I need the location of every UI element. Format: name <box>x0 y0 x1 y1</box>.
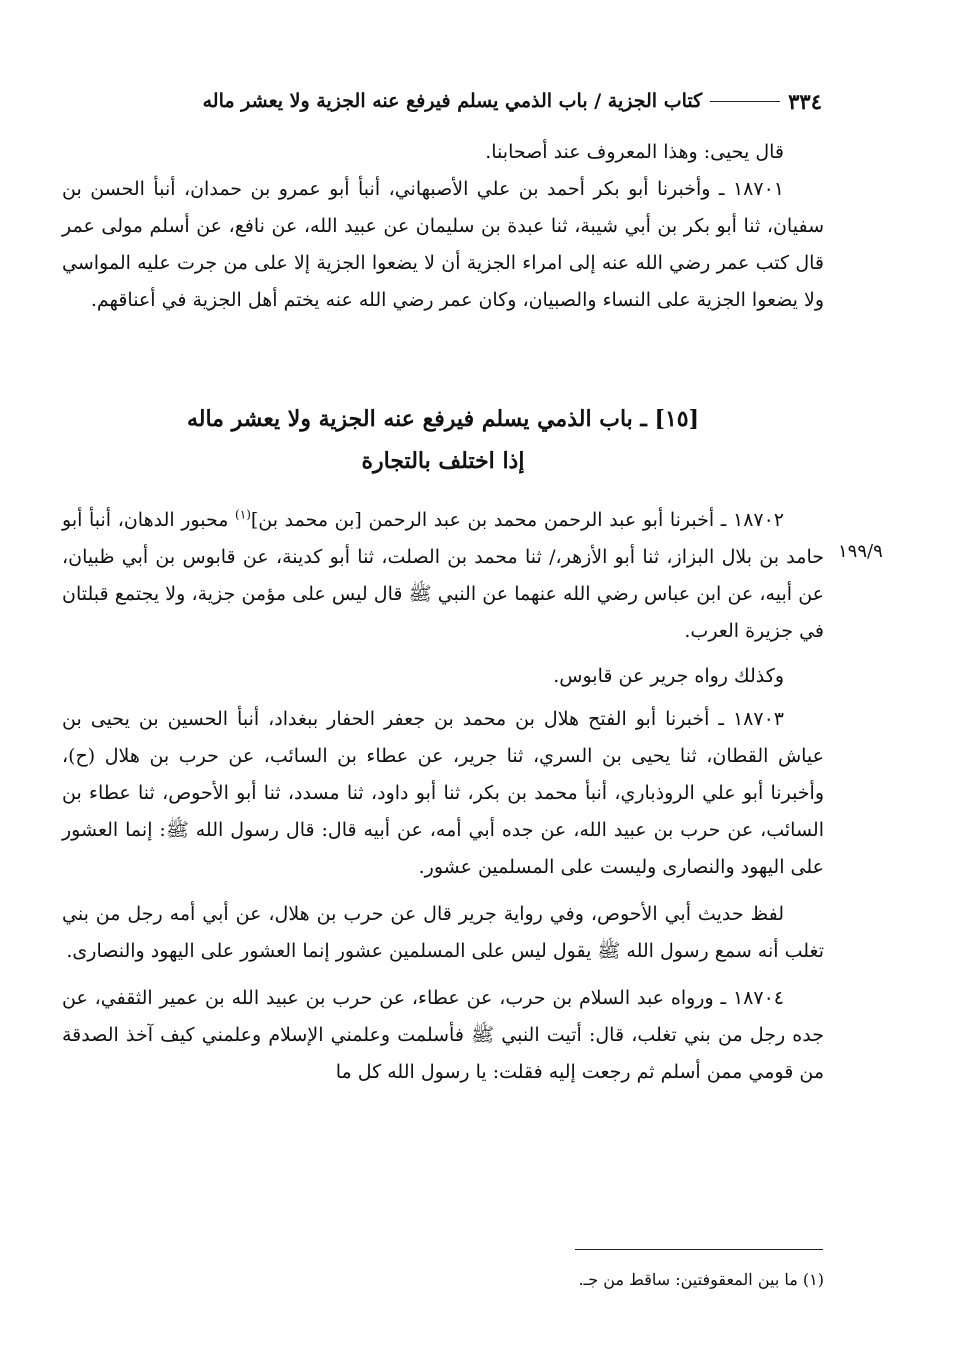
margin-reference: ١٩٩/٩ <box>838 541 883 562</box>
hadith-18702 <box>62 502 824 650</box>
header-title: كتاب الجزية / باب الذمي يسلم فيرفع عنه الجزية ولا يعشر ماله <box>202 90 703 112</box>
text-block-top <box>62 134 824 319</box>
hadith-18701: ١٨٧٠١ ـ وأخبرنا أبو بكر أحمد بن علي الأصبهاني، أنبأ أبو عمرو بن حمدان، أنبأ الحسن بن سفيان، ثنا أبو بكر بن أبي شيبة، ثنا عبدة بن سليمان عن عبيد الله، عن نافع، عن أسلم مولى عمر قال كتب عمر رضي الله عنه إلى امراء الجزية أن لا يضعوا الجزية إلا على من جرت عليه المواسي ولا يضعوا الجزية على النساء والصبيان، وكان عمر رضي الله عنه يختم أهل الجزية في أعناقهم. <box>62 178 824 311</box>
header-rule <box>710 101 780 102</box>
footnote: (١) ما بين المعقوفتين: ساقط من جـ. <box>578 1270 824 1289</box>
section-heading-line-2: إذا اختلف بالتجارة <box>361 448 525 474</box>
page-number: ٣٣٤ <box>788 88 822 114</box>
paragraph-yahya: قال يحيى: وهذا المعروف عند أصحابنا. <box>485 141 784 163</box>
section-heading-line-1: [١٥] ـ باب الذمي يسلم فيرفع عنه الجزية ولا يعشر ماله <box>186 406 699 432</box>
hadith-18703: ١٨٧٠٣ ـ أخبرنا أبو الفتح هلال بن محمد بن جعفر الحفار ببغداد، أنبأ الحسين بن يحيى بن عياش القطان، ثنا يحيى بن السري، ثنا جرير، عن عطاء بن السائب، عن حرب بن هلال (ح)، وأخبرنا أبو علي الروذباري، أنبأ محمد بن بكر، ثنا أبو داود، ثنا مسدد، ثنا أبو الأحوص، ثنا عطاء بن السائب، عن حرب بن عبيد الله، عن جده أبي أمه، عن أبيه قال: قال رسول الله ﷺ: إنما العشور على اليهود والنصارى وليست على المسلمين عشور. <box>62 708 825 878</box>
footnote-rule <box>575 1249 823 1250</box>
paragraph-abi-al-ahwas: لفظ حديث أبي الأحوص، وفي رواية جرير قال عن حرب بن هلال، عن أبي أمه رجل من بني تغلب أنه سمع رسول الله ﷺ يقول ليس على المسلمين عشور إنما العشور على اليهود والنصارى. <box>62 903 824 962</box>
hadith-18702-text-end: محبور الدهان، أنبأ أبو حامد بن بلال البزاز، ثنا أبو الأزهر،/ ثنا محمد بن الصلت، ثنا أبو كدينة، عن قابوس بن أبي ظبيان، عن أبيه، عن ابن عباس رضي الله عنهما عن النبي ﷺ قال ليس على مؤمن جزية، ولا يجتمع قبلتان في جزيرة العرب. <box>62 509 824 642</box>
paragraph-jarir: وكذلك رواه جرير عن قابوس. <box>553 665 784 687</box>
footnote-marker: (١) <box>235 507 251 522</box>
section-heading <box>62 398 824 482</box>
text-block-main <box>62 502 824 1091</box>
running-header <box>62 84 822 118</box>
hadith-18704: ١٨٧٠٤ ـ ورواه عبد السلام بن حرب، عن عطاء، عن حرب بن عبيد الله بن عمير الثقفي، عن جده رجل من بني تغلب، قال: أتيت النبي ﷺ فأسلمت وعلمني الإسلام وعلمني كيف آخذ الصدقة من قومي ممن أسلم ثم رجعت إليه فقلت: يا رسول الله كل ما <box>62 987 824 1083</box>
hadith-18702-text-start: ١٨٧٠٢ ـ أخبرنا أبو عبد الرحمن محمد بن عبد الرحمن [بن محمد بن] <box>250 509 785 531</box>
